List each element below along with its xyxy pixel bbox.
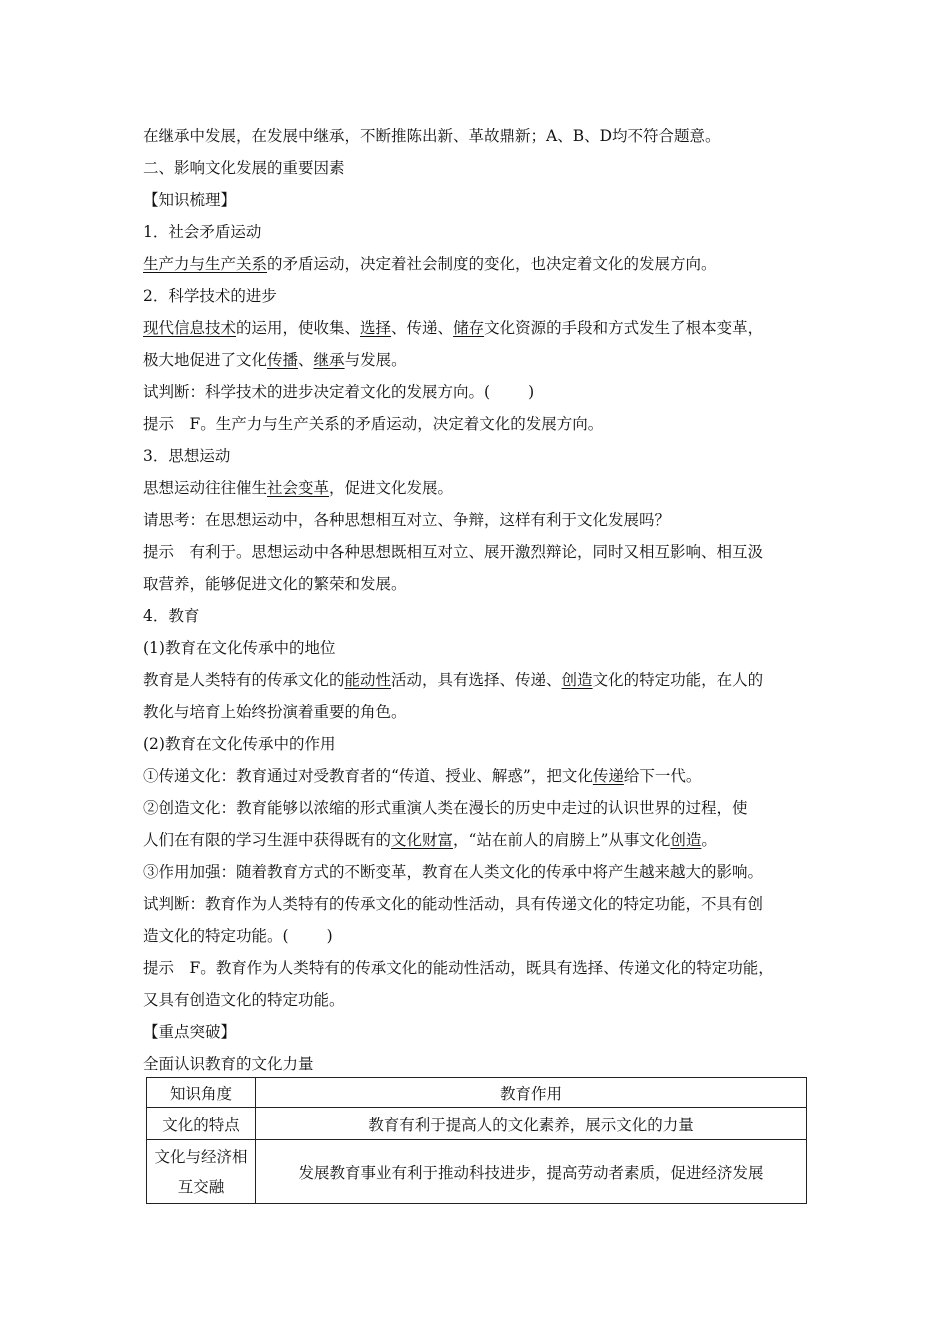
text-span: 与发展。	[344, 351, 407, 369]
table-cell: 教育有利于提高人的文化素养，展示文化的力量	[256, 1108, 807, 1140]
subheading-4-2: (2)教育在文化传承中的作用	[143, 735, 336, 753]
subheading-4-1: (1)教育在文化传承中的地位	[143, 639, 336, 657]
hint-line: 提示 有利于。思想运动中各种思想既相互对立、展开激烈辩论，同时又相互影响、相互汲	[143, 543, 764, 561]
text-span: )	[528, 383, 535, 401]
text-line	[143, 350, 815, 372]
text-span: 思想运动往往催生	[143, 479, 268, 497]
underlined-term: 储存	[453, 319, 485, 337]
text-span: 给下一代。	[623, 767, 702, 785]
text-line: 在继承中发展，在发展中继承，不断推陈出新、革故鼎新；A、B、D均不符合题意。	[143, 127, 721, 145]
table-header-row	[147, 1078, 807, 1108]
table-row	[147, 1140, 807, 1204]
underlined-term: 选择	[360, 319, 392, 337]
text-span: 造文化的特定功能。(	[143, 927, 289, 945]
underlined-term: 创造	[670, 831, 702, 849]
text-line	[143, 318, 815, 340]
underlined-term: 文化财富	[391, 831, 454, 849]
section-heading: 二、影响文化发展的重要因素	[143, 159, 345, 177]
text-line: ②创造文化：教育能够以浓缩的形式重演人类在漫长的历史中走过的认识世界的过程，使	[143, 799, 748, 817]
text-line	[143, 478, 815, 500]
text-span: ①传递文化：教育通过对受教育者的“传道、授业、解惑”，把文化	[143, 767, 593, 785]
hint-line: 提示 F。生产力与生产关系的矛盾运动，决定着文化的发展方向。	[143, 415, 604, 433]
table-header-cell: 教育作用	[256, 1078, 807, 1108]
table-cell: 发展教育事业有利于推动科技进步，提高劳动者素质，促进经济发展	[256, 1140, 807, 1204]
text-line: ③作用加强：随着教育方式的不断变革，教育在人类文化的传承中将产生越来越大的影响。	[143, 863, 764, 881]
text-line	[143, 670, 815, 692]
judgement-question	[143, 382, 815, 404]
judgement-question: 试判断：教育作为人类特有的传承文化的能动性活动，具有传递文化的特定功能，不具有创	[143, 895, 764, 913]
underlined-term: 生产力与生产关系	[143, 255, 268, 273]
text-line: 又具有创造文化的特定功能。	[143, 991, 345, 1009]
underlined-term: 创造	[561, 671, 593, 689]
text-span: 极大地促进了文化	[143, 351, 268, 369]
education-culture-table	[146, 1077, 807, 1204]
text-span: 的矛盾运动，决定着社会制度的变化，也决定着文化的发展方向。	[267, 255, 717, 273]
text-span: ，“站在前人的肩膀上”从事文化	[453, 831, 671, 849]
text-span: 活动，具有选择、传递、	[391, 671, 562, 689]
text-line: 取营养，能够促进文化的繁荣和发展。	[143, 575, 407, 593]
text-span: 文化资源的手段和方式发生了根本变革，	[484, 319, 764, 337]
underlined-term: 传递	[592, 767, 624, 785]
knowledge-heading: 【知识梳理】	[143, 191, 237, 209]
text-span: 文化的特定功能，在人的	[592, 671, 764, 689]
text-line	[143, 766, 815, 788]
table-header-cell: 知识角度	[147, 1078, 256, 1108]
text-span: ，促进文化发展。	[329, 479, 454, 497]
table-cell: 文化与经济相互交融	[147, 1140, 256, 1204]
text-span: 、	[298, 351, 314, 369]
text-span: )	[326, 927, 333, 945]
underlined-term: 能动性	[344, 671, 392, 689]
table-row	[147, 1108, 807, 1140]
underlined-term: 社会变革	[267, 479, 330, 497]
text-span: 教育是人类特有的传承文化的	[143, 671, 345, 689]
think-question: 请思考：在思想运动中，各种思想相互对立、争辩，这样有利于文化发展吗？	[143, 511, 671, 529]
text-span: 的运用，使收集、	[236, 319, 361, 337]
table-cell: 文化的特点	[147, 1108, 256, 1140]
subheading-1: 1．社会矛盾运动	[143, 223, 262, 241]
hint-line: 提示 F。教育作为人类特有的传承文化的能动性活动，既具有选择、传递文化的特定功能，	[143, 959, 774, 977]
underlined-term: 传播	[267, 351, 299, 369]
underlined-term: 现代信息技术	[143, 319, 237, 337]
text-line	[143, 254, 815, 276]
subheading-2: 2．科学技术的进步	[143, 287, 277, 305]
text-span: 试判断：科学技术的进步决定着文化的发展方向。(	[143, 383, 491, 401]
underlined-term: 继承	[313, 351, 345, 369]
text-line	[143, 926, 815, 948]
table-caption: 全面认识教育的文化力量	[143, 1055, 314, 1073]
breakthrough-heading: 【重点突破】	[143, 1023, 237, 1041]
text-line	[143, 830, 815, 852]
subheading-3: 3．思想运动	[143, 447, 231, 465]
text-line: 教化与培育上始终扮演着重要的角色。	[143, 703, 407, 721]
text-span: 。	[701, 831, 717, 849]
text-span: 、传递、	[391, 319, 454, 337]
subheading-4: 4．教育	[143, 607, 200, 625]
text-span: 人们在有限的学习生涯中获得既有的	[143, 831, 392, 849]
